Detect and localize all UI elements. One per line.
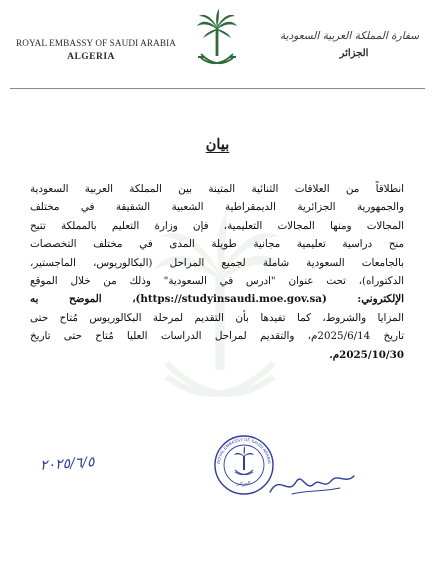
statement-body: [30, 180, 404, 364]
handwritten-signature-icon: [262, 462, 362, 502]
body-line: المجالات ومنها المجالات التعليمية، فإن وزارة التعليم بالمملكة تتيح: [30, 219, 404, 232]
embassy-name-arabic: سفارة المملكة العربية السعودية: [280, 30, 419, 42]
header-divider: [10, 88, 425, 89]
body-line: والجمهورية الجزائرية الديمقراطية الشعبية الشقيقة في مختلف: [30, 201, 404, 214]
body-line-website: الإلكتروني: (https://studyinsaudi.moe.gov.sa)، الموضح به: [30, 293, 404, 306]
body-line: منح دراسية تعليمية مجانية طويلة المدى في مختلف التخصصات: [30, 238, 404, 251]
header-arabic-block: [280, 30, 419, 59]
body-line: الدكتوراه)، تحت عنوان "ادرس في السعودية" وذلك من خلال الموقع: [30, 275, 404, 288]
embassy-name-english: ROYAL EMBASSY OF SAUDI ARABIA: [16, 38, 176, 48]
stamp-text-top: ROYAL EMBASSY OF SAUDI ARABIA: [216, 436, 272, 464]
embassy-city-arabic: الجزائر: [339, 48, 369, 59]
document-title: بيان: [205, 136, 230, 153]
body-line: بالجامعات السعودية شاملة لجميع المراحل (البكالوريوس، الماجستير،: [30, 256, 404, 269]
body-line: انطلاقاً من العلاقات الثنائية المتينة بين المملكة العربية السعودية: [30, 183, 404, 195]
body-line: المزايا والشروط، كما تفيدها بأن التقديم لمرحلة البكالوريوس مُتاح حتى: [30, 311, 404, 324]
embassy-city-english: ALGERIA: [67, 52, 115, 62]
saudi-emblem-palm-swords-icon: [195, 8, 239, 80]
body-line-deadline: 2025/10/30م.: [329, 348, 404, 361]
stamp-text-bottom: الجزائر: [236, 480, 252, 488]
header-english-block: [16, 38, 176, 62]
handwritten-date: ٢٠٢٥/٦/٥: [39, 454, 96, 474]
body-line: تاريخ 2025/6/14م، والتقديم لمراحل الدراسات العليا مُتاح حتى تاريخ: [30, 330, 404, 343]
